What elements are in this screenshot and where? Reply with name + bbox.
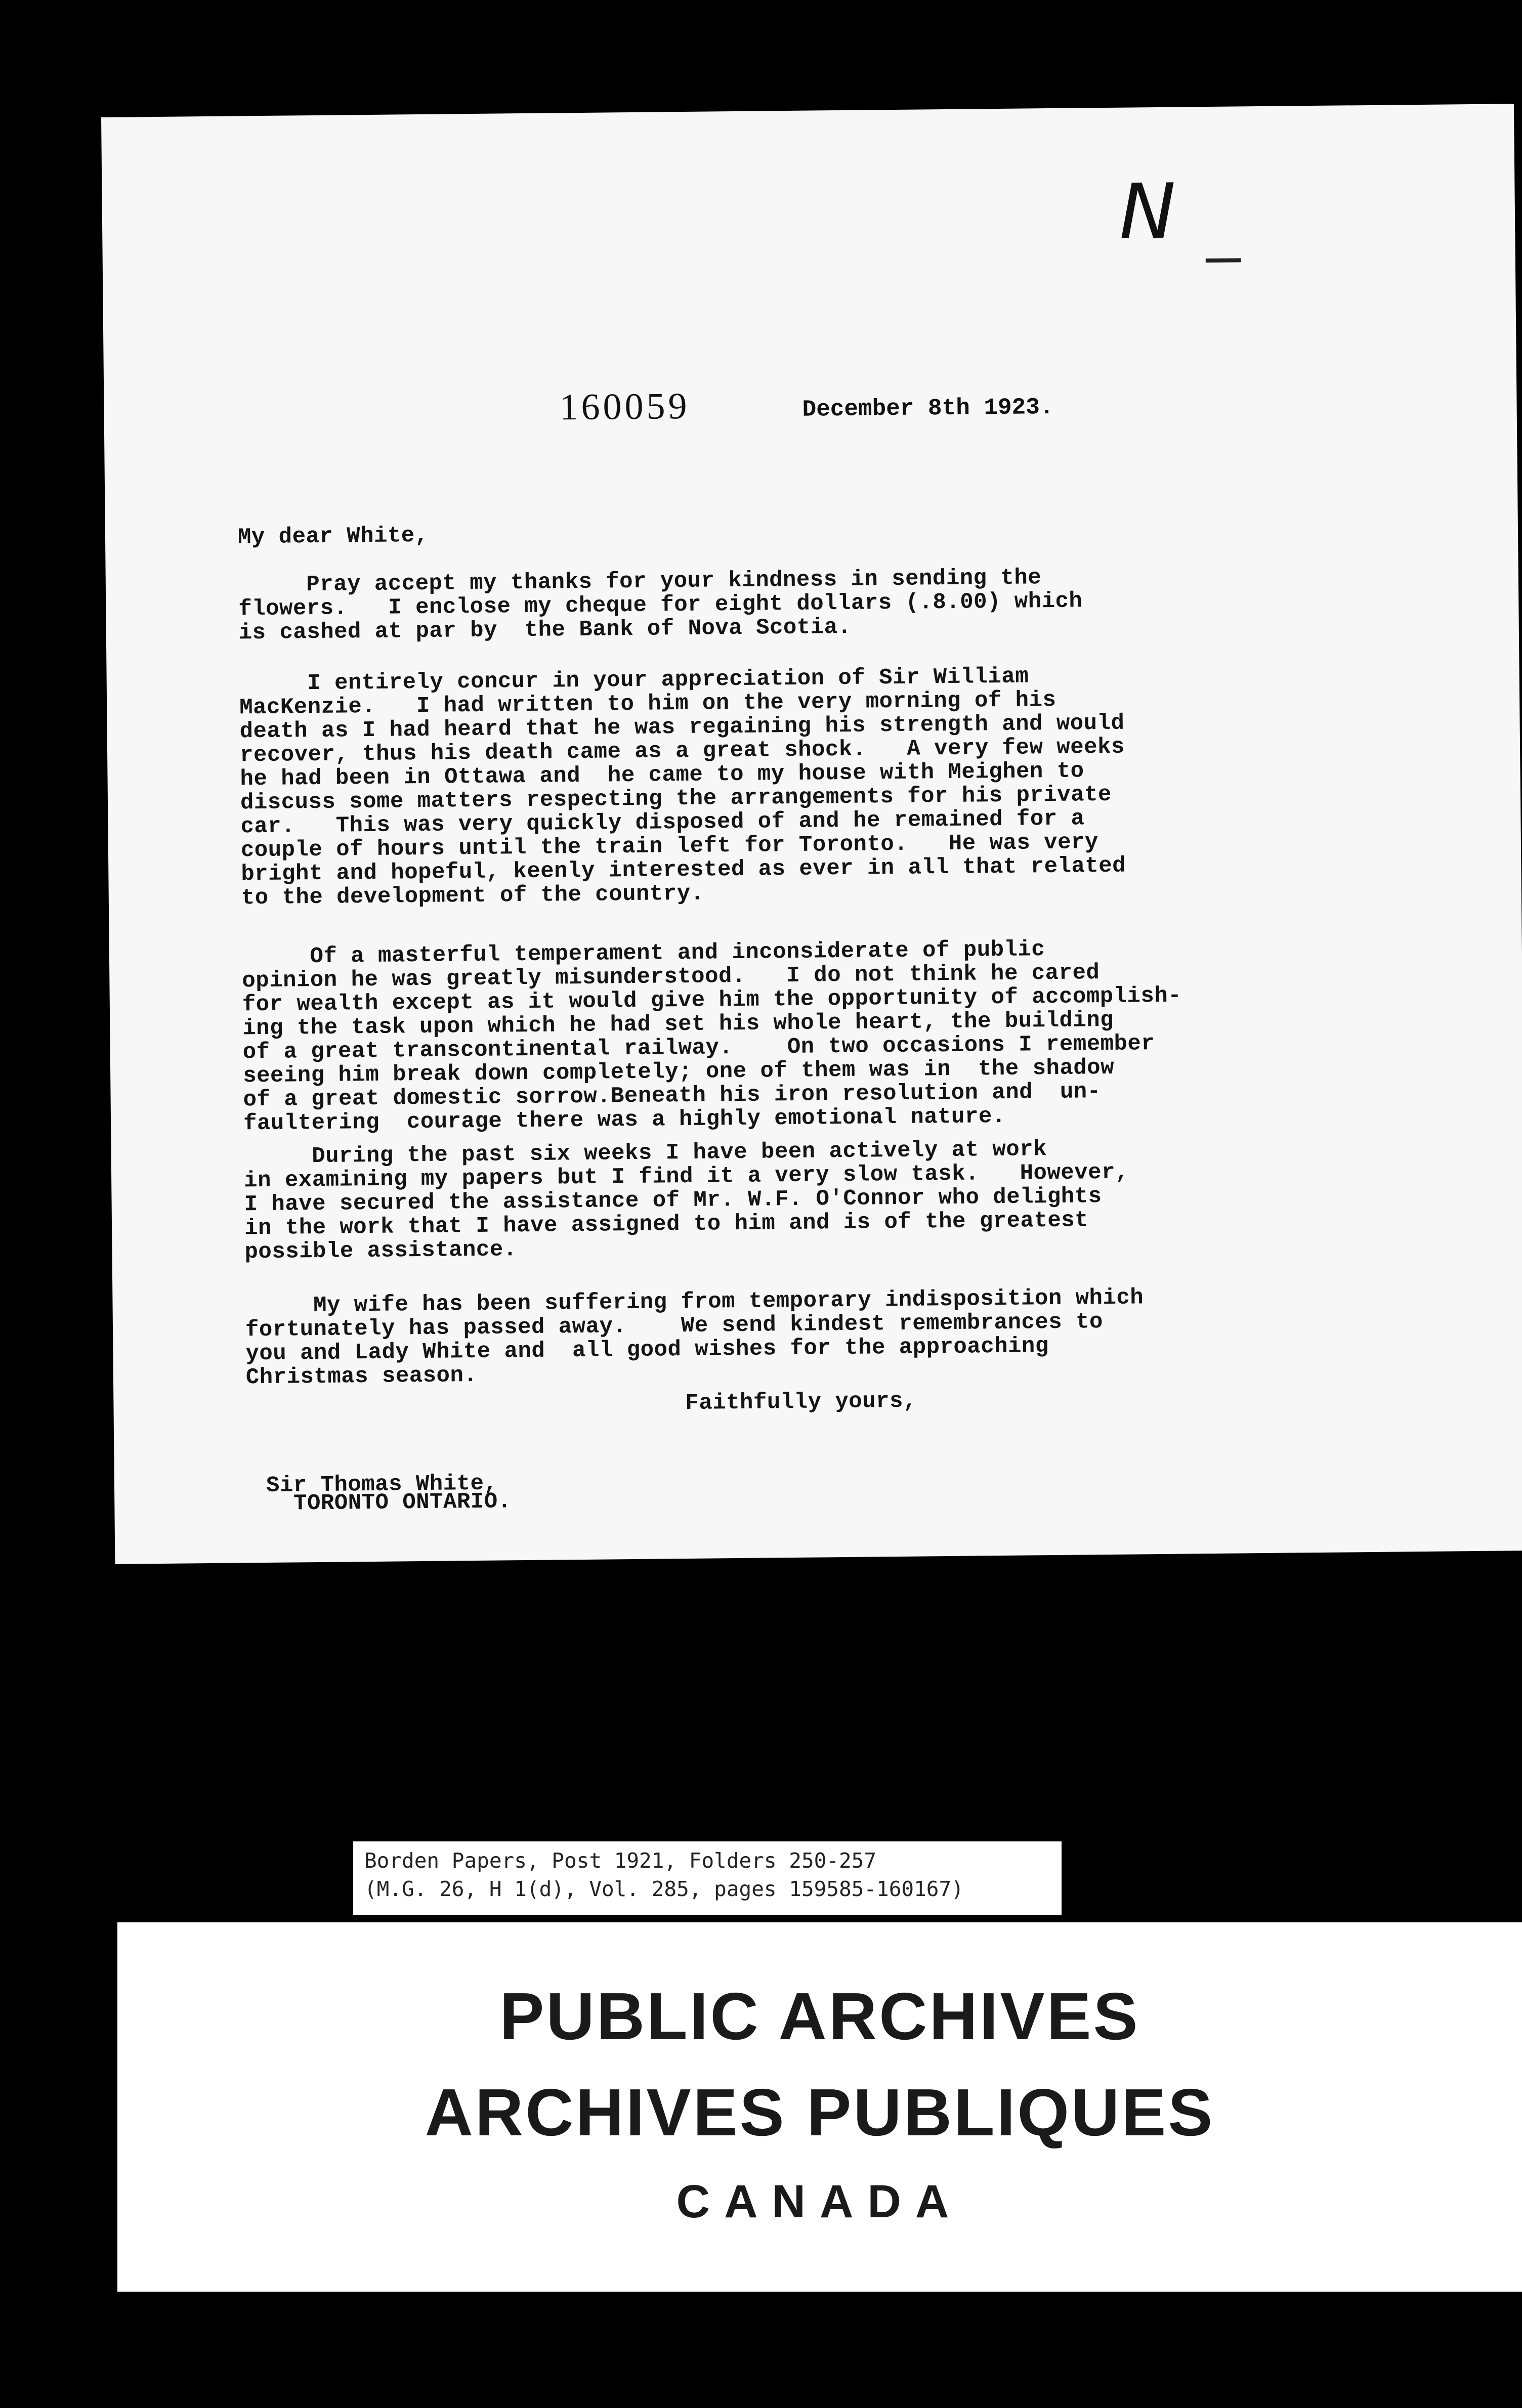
corner-handwritten-mark: N: [1119, 167, 1181, 256]
reference-line-1: Borden Papers, Post 1921, Folders 250-257: [364, 1848, 877, 1873]
addressee: Sir Thomas White, TORONTO ONTARIO.: [266, 1471, 512, 1517]
paragraph-1: Pray accept my thanks for your kindness in sending the flowers. I enclose my cheque for eight dollars (.8.00) which is cashed at par by the Bank of Nova Scotia.: [238, 565, 1083, 646]
reference-line-2: (M.G. 26, H 1(d), Vol. 285, pages 159585-160167): [364, 1877, 964, 1901]
paragraph-3: Of a masterful temperament and inconsiderate of public opinion he was greatly misunderstood. I do not think he cared for wealth except as it would give him the opportunity of accomplish- ing the task upon which he had set his whole heart, the building of a great transcontinental railway. On two occasions I remember seeing him break down completely; one of them was in the shadow of a great domestic sorrow.Beneath his iron resolution and un- faultering courage there was a highly emotional nature.: [241, 937, 1182, 1137]
archives-card: [117, 1922, 1522, 2292]
letter-date: December 8th 1923.: [802, 394, 1054, 423]
letter-page: [101, 104, 1522, 1564]
document-number: 160059: [559, 385, 690, 428]
reference-label: [353, 1841, 1062, 1915]
paragraph-4: During the past six weeks I have been actively at work in examining my papers but I find it a very slow task. However, I have secured the assistance of Mr. W.F. O'Connor who delights in the work that I have assigned to him and is of the greatest possible assistance.: [243, 1137, 1129, 1265]
archives-title-fr: ARCHIVES PUBLIQUES: [425, 2075, 1215, 2149]
closing: Faithfully yours,: [685, 1388, 917, 1416]
salutation: My dear White,: [237, 523, 429, 550]
archives-country: CANADA: [676, 2176, 963, 2227]
archives-title-en: PUBLIC ARCHIVES: [499, 1979, 1140, 2053]
paragraph-2: I entirely concur in your appreciation of Sir William MacKenzie. I had written to him on the very morning of his death as I had heard that he was regaining his strength and would recover, thus his death came as a great shock. A very few weeks he had been in Ottawa and he came to my house with Meighen to discuss some matters respecting the arrangements for his private car. This was very quickly disposed of and he remained for a couple of hours until the train left for Toronto. He was very bright and hopeful, keenly interested as ever in all that related to the development of the country.: [239, 664, 1126, 911]
paragraph-5: My wife has been suffering from temporary indisposition which fortunately has passed away. We send kindest remembrances to you and Lady White and all good wishes for the approaching Christmas season.: [245, 1285, 1144, 1391]
corner-dash: [1206, 258, 1241, 263]
